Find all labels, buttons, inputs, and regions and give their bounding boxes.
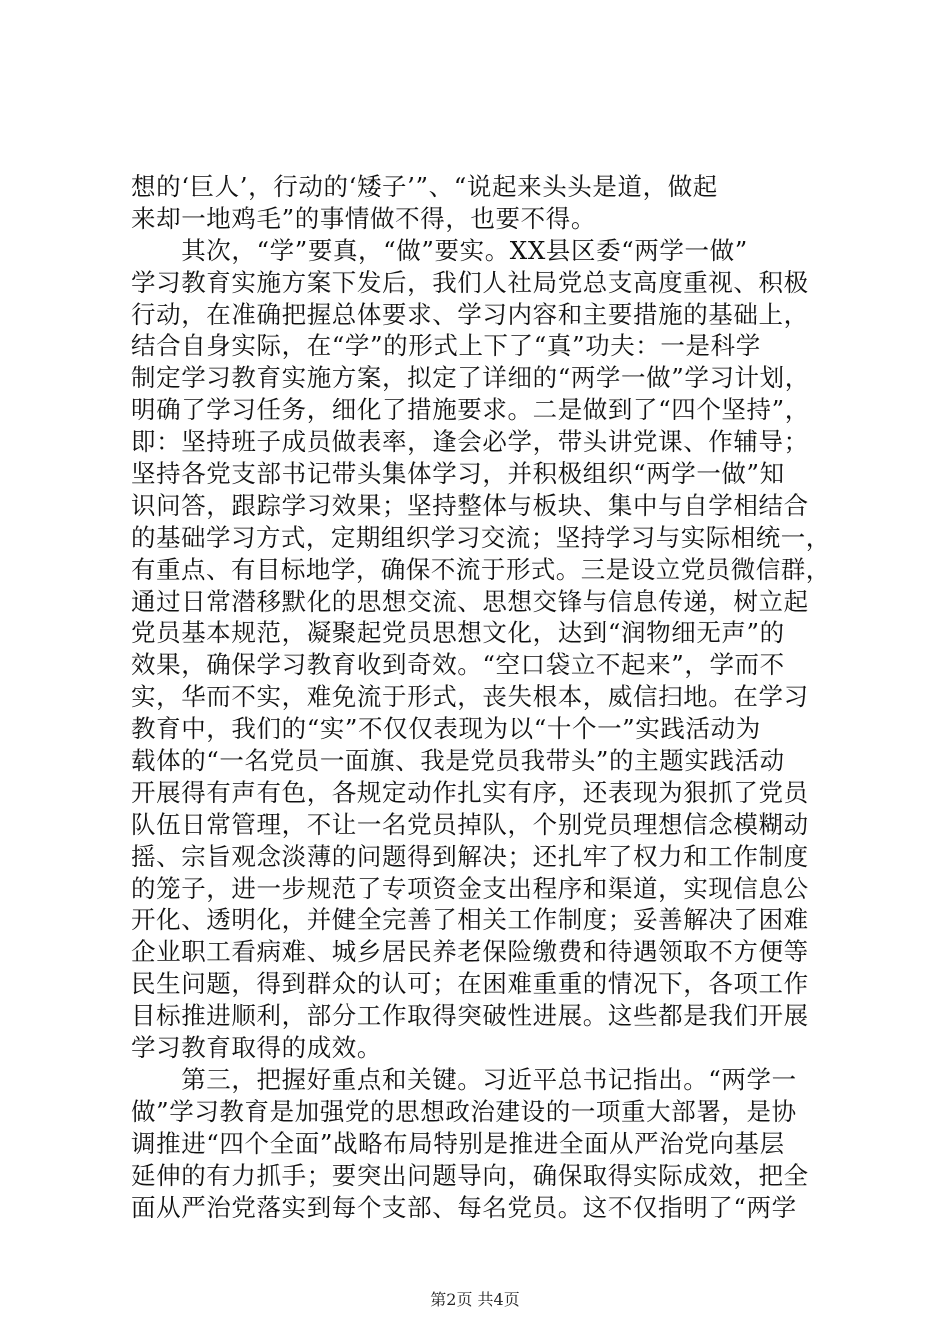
text-line: 企业职工看病难、城乡居民养老保险缴费和待遇领取不方便等	[131, 937, 809, 967]
text-line: 学习教育实施方案下发后，我们人社局党总支高度重视、积极	[131, 267, 809, 297]
body-text	[131, 171, 831, 1223]
text-line: 坚持各党支部书记带头集体学习，并积极组织“两学一做”知	[131, 459, 785, 489]
text-line: 队伍日常管理，不让一名党员掉队，个别党员理想信念模糊动	[131, 809, 809, 839]
text-line: 延伸的有力抓手；要突出问题导向，确保取得实际成效，把全	[131, 1160, 809, 1190]
text-line: 党员基本规范，凝聚起党员思想文化，达到“润物细无声”的	[131, 618, 785, 648]
text-line: 识问答，跟踪学习效果；坚持整体与板块、集中与自学相结合	[131, 490, 809, 520]
text-line: 开化、透明化，并健全完善了相关工作制度；妥善解决了困难	[131, 905, 809, 935]
text-line: 有重点、有目标地学，确保不流于形式。三是设立党员微信群，	[131, 554, 831, 584]
text-line: 开展得有声有色，各规定动作扎实有序，还表现为狠抓了党员	[131, 777, 809, 807]
text-line: 想的‘巨人’，行动的‘矮子’”、“说起来头头是道，做起	[131, 172, 718, 201]
text-line: 其次，“学”要真，“做”要实。XX县区委“两学一做”	[131, 235, 748, 265]
text-line: 学习教育取得的成效。	[131, 1033, 382, 1063]
text-line: 摇、宗旨观念淡薄的问题得到解决；还扎牢了权力和工作制度	[131, 841, 809, 871]
text-line: 面从严治党落实到每个支部、每名党员。这不仅指明了“两学	[131, 1192, 797, 1222]
text-line: 通过日常潜移默化的思想交流、思想交锋与信息传递，树立起	[131, 586, 809, 616]
page-footer: 第2页 共4页	[430, 1290, 520, 1309]
text-line: 制定学习教育实施方案，拟定了详细的“两学一做”学习计划，	[131, 363, 810, 393]
text-line: 载体的“一名党员一面旗、我是党员我带头”的主题实践活动	[131, 746, 785, 776]
text-line: 教育中，我们的“实”不仅仅表现为以“十个一”实践活动为	[131, 714, 761, 744]
text-line: 的笼子，进一步规范了专项资金支出程序和渠道，实现信息公	[131, 873, 809, 903]
text-line: 调推进“四个全面”战略布局特别是推进全面从严治党向基层	[131, 1128, 785, 1158]
text-line: 第三，把握好重点和关键。习近平总书记指出。“两学一	[131, 1064, 797, 1094]
text-line: 结合自身实际，在“学”的形式上下了“真”功夫：一是科学	[131, 331, 761, 361]
text-line: 明确了学习任务，细化了措施要求。二是做到了“四个坚持”，	[131, 395, 810, 425]
text-line: 来却一地鸡毛”的事情做不得，也要不得。	[131, 203, 596, 233]
text-line: 的基础学习方式，定期组织学习交流；坚持学习与实际相统一，	[131, 522, 831, 552]
text-line: 目标推进顺利，部分工作取得突破性进展。这些都是我们开展	[131, 1001, 809, 1031]
text-line: 即：坚持班子成员做表率，逢会必学，带头讲党课、作辅导；	[131, 427, 809, 457]
text-line: 行动，在准确把握总体要求、学习内容和主要措施的基础上，	[131, 299, 809, 329]
text-line: 做”学习教育是加强党的思想政治建设的一项重大部署，是协	[131, 1096, 797, 1126]
text-line: 效果，确保学习教育收到奇效。“空口袋立不起来”，学而不	[131, 650, 785, 680]
text-line: 民生问题，得到群众的认可；在困难重重的情况下，各项工作	[131, 969, 809, 999]
text-line: 实，华而不实，难免流于形式，丧失根本，威信扫地。在学习	[131, 682, 809, 712]
